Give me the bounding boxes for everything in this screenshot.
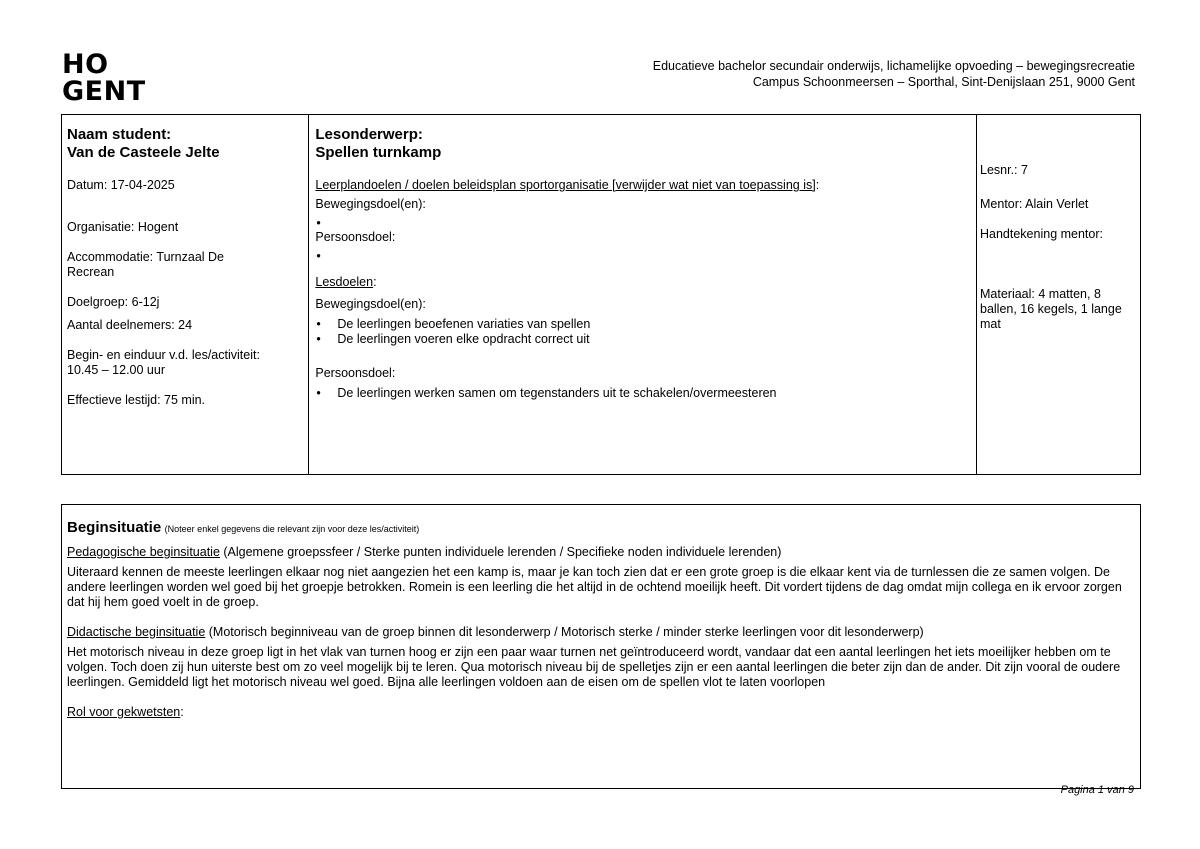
beweging-label: Bewegingsdoel(en): — [315, 197, 426, 211]
lestijd: Effectieve lestijd: 75 min. — [67, 393, 206, 407]
doelgroep: Doelgroep: 6-12j — [67, 295, 160, 309]
student-column — [62, 115, 309, 475]
organisatie: Organisatie: Hogent — [67, 220, 179, 234]
lesson-label: Lesonderwerp: — [315, 126, 423, 143]
materiaal: Materiaal: 4 matten, 8 ballen, 16 kegels, 1 lange mat — [980, 287, 1122, 331]
beginsituatie-title: Beginsituatie (Noteer enkel gegevens die relevant zijn voor deze les/activiteit) — [67, 519, 420, 536]
les-beweging-list — [315, 317, 976, 347]
beginsituatie-box — [61, 504, 1141, 789]
lesson-info-table — [61, 114, 1141, 475]
tijd-value: 10.45 – 12.00 uur — [67, 363, 165, 377]
tijd-label: Begin- en einduur v.d. les/activiteit: — [67, 348, 260, 362]
hogent-logo — [62, 49, 146, 107]
lesson-subject: Spellen turnkamp — [315, 144, 442, 161]
rol-heading: Rol voor gekwetsten: — [67, 705, 184, 719]
student-name: Van de Casteele Jelte — [67, 144, 220, 161]
handtekening-mentor: Handtekening mentor: — [980, 227, 1103, 241]
aantal-deelnemers: Aantal deelnemers: 24 — [67, 318, 193, 332]
lesnr: Lesnr.: 7 — [980, 163, 1028, 177]
list-item: • De leerlingen beoefenen variaties van spellen — [315, 317, 976, 332]
header-program: Educatieve bachelor secundair onderwijs, lichamelijke opvoeding – bewegingsrecreatie — [652, 59, 1135, 73]
mentor: Mentor: Alain Verlet — [980, 197, 1089, 211]
list-item: • De leerlingen werken samen om tegenstanders uit te schakelen/overmeesteren — [315, 386, 976, 401]
logo-line-1: HO — [62, 49, 109, 80]
datum: Datum: 17-04-2025 — [67, 178, 175, 192]
did-heading: Didactische beginsituatie (Motorisch beginniveau van de groep binnen dit lesonderwerp / Motorisch sterke / minder sterke leerlingen voor dit lesonderwerp) — [67, 625, 924, 639]
meta-column — [977, 115, 1141, 475]
les-beweging-label: Bewegingsdoel(en): — [315, 297, 426, 311]
page-number: Pagina 1 van 9 — [1060, 784, 1134, 796]
student-label: Naam student: — [67, 126, 172, 143]
document-header — [653, 58, 1135, 90]
list-item: • De leerlingen voeren elke opdracht correct uit — [315, 332, 976, 347]
header-campus: Campus Schoonmeersen – Sporthal, Sint-Denijslaan 251, 9000 Gent — [752, 75, 1135, 89]
lesdoelen-heading: Lesdoelen: — [315, 275, 377, 289]
ped-text: Uiteraard kennen de meeste leerlingen elkaar nog niet aangezien het een kamp is, maar je kan toch zien dat er een grote groep is die elkaar kent via de turnlessen die ze samen volgen. De andere leerlingen worden wel goed bij het groepje betrokken. Romein is een leerling die het altijd in de ochtend moeilijk heeft. Dit vordert tijdens de dag omdat mijn collega en ik ervoor zorgen dat hij hem goed voelt in de groep. — [67, 565, 1122, 609]
ped-heading: Pedagogische beginsituatie (Algemene groepssfeer / Sterke punten individuele lerenden / Specifieke noden individuele lerenden) — [67, 545, 782, 559]
logo-line-2: GENT — [62, 76, 146, 107]
lesson-column — [309, 115, 977, 475]
leerplan-heading: Leerplandoelen / doelen beleidsplan sportorganisatie [verwijder wat niet van toepassing is]: — [315, 178, 820, 192]
persoon-label: Persoonsdoel: — [315, 230, 396, 244]
accommodatie: Accommodatie: Turnzaal De Recrean — [67, 250, 225, 279]
les-persoon-list — [315, 386, 976, 401]
les-persoon-label: Persoonsdoel: — [315, 366, 396, 380]
did-text: Het motorisch niveau in deze groep ligt in het vlak van turnen hoog er zijn een paar waar turnen net geïntroduceerd wordt, vandaar dat een aantal leerlingen het iets moeilijker hebben om te volgen. Toch doen zij hun uiterste best om zo veel mogelijk bij te leren. Qua motorisch niveau bij de spelletjes zijn er een aantal leerlingen die beter zijn dan de ander. Dit zijn vooral de oudere leerlingen. Gemiddeld ligt het motorisch niveau wel goed. Bijna alle leerlingen voldoen aan de eisen om de spellen vlot te laten voorlopen — [67, 645, 1121, 689]
